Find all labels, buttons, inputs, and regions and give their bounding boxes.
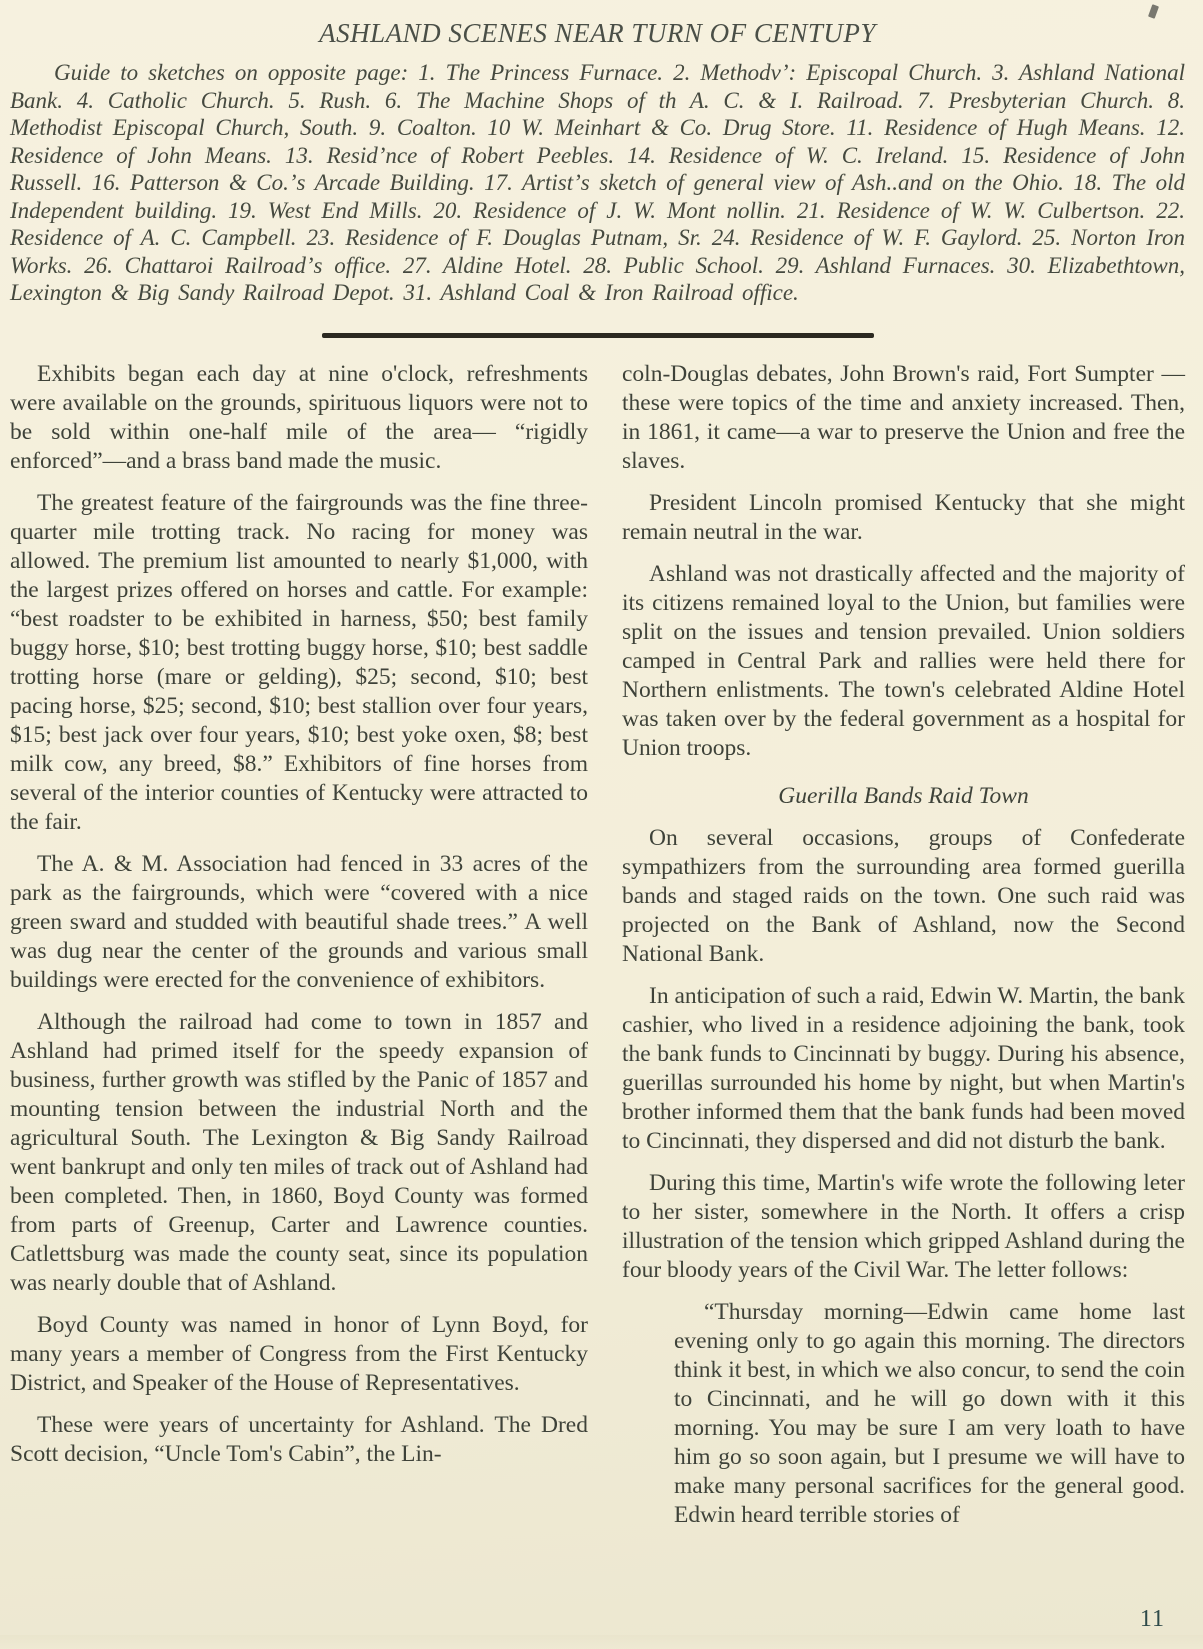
body-paragraph: coln-Douglas debates, John Brown's raid, Fort Sumpter —these were topics of the time and anxiety increased. Then, in 1861, it came—a war to preserve the Union and free the slaves. [622,360,1185,474]
body-paragraph: These were years of uncertainty for Ashland. The Dred Scott decision, “Uncle Tom's Cabin”, the Lin- [10,1411,588,1467]
guide-paragraph: Guide to sketches on opposite page: 1. The Princess Furnace. 2. Methodvʼ: Episcopal Church. 3. Ashland National Bank. 4. Catholic Church. 5. Rush. 6. The Machine Shops of th A. C. & I. Railroad. 7. Presbyterian Church. 8. Methodist Episcopal Church, South. 9. Coalton. 10 W. Meinhart & Co. Drug Store. 11. Residence of Hugh Means. 12. Residence of John Means. 13. Residʼnce of Robert Peebles. 14. Residence of W. C. Ireland. 15. Residence of John Russell. 16. Patterson & Co.ʼs Arcade Building. 17. Artistʼs sketch of general view of Ash..and on the Ohio. 18. The old Independent building. 19. West End Mills. 20. Residence of J. W. Mont nollin. 21. Residence of W. W. Culbertson. 22. Residence of A. C. Campbell. 23. Residence of F. Douglas Putnam, Sr. 24. Residence of W. F. Gaylord. 25. Norton Iron Works. 26. Chattaroi Railroadʼs office. 27. Aldine Hotel. 28. Public School. 29. Ashland Furnaces. 30. Elizabethtown, Lexington & Big Sandy Railroad Depot. 31. Ashland Coal & Iron Railroad office. [10,60,1185,305]
page-title: ASHLAND SCENES NEAR TURN OF CENTUPY [319,18,876,48]
body-paragraph: On several occasions, groups of Confederate sympathizers from the surrounding area formed guerilla bands and staged raids on the town. One such raid was projected on the Bank of Ashland, now the Second National Bank. [622,824,1185,967]
scan-artifact [1148,4,1159,19]
body-paragraph: Boyd County was named in honor of Lynn Boyd, for many years a member of Congress from the First Kentucky District, and Speaker of the House of Representatives. [10,1311,588,1396]
scan-edge-tint [0,1635,1203,1649]
body-paragraph: Although the railroad had come to town in 1857 and Ashland had primed itself for the speedy expansion of business, further growth was stifled by the Panic of 1857 and mounting tension between the industrial North and the agricultural South. The Lexington & Big Sandy Railroad went bankrupt and only ten miles of track out of Ashland had been completed. Then, in 1860, Boyd County was formed from parts of Greenup, Carter and Lawrence counties. Catlettsburg was made the county seat, since its population was nearly double that of Ashland. [10,1008,588,1296]
body-paragraph: Exhibits began each day at nine o'clock, refreshments were available on the grounds, spirituous liquors were not to be sold within one-half mile of the area— “rigidly enforced”—and a brass band made the music. [10,360,588,474]
section-divider [322,333,874,338]
article-body [10,360,1185,1543]
right-column [622,360,1185,1543]
page-number: 11 [1139,1606,1165,1632]
body-paragraph: The greatest feature of the fairgrounds was the fine three-quarter mile trotting track. No racing for money was allowed. The premium list amounted to nearly $1,000, with the largest prizes offered on horses and cattle. For example: “best roadster to be exhibited in harness, $50; best family buggy horse, $10; best trotting buggy horse, $10; best saddle trotting horse (mare or gelding), $25; second, $10; best pacing horse, $25; second, $10; best stallion over four years, $15; best jack over four years, $10; best yoke oxen, $8; best milk cow, any breed, $8.” Exhibitors of fine horses from several of the interior counties of Kentucky were attracted to the fair. [10,489,588,835]
section-subheading: Guerilla Bands Raid Town [778,782,1029,809]
page-header [10,18,1185,307]
body-paragraph: The A. & M. Association had fenced in 33 acres of the park as the fairgrounds, which were “covered with a nice green sward and studded with beautiful shade trees.” A well was dug near the center of the grounds and various small buildings were erected for the convenience of exhibitors. [10,850,588,993]
body-paragraph: Ashland was not drastically affected and the majority of its citizens remained loyal to the Union, but families were split on the issues and tension prevailed. Union soldiers camped in Central Park and rallies were held there for Northern enlistments. The town's celebrated Aldine Hotel was taken over by the federal government as a hospital for Union troops. [622,560,1185,761]
body-paragraph: During this time, Martin's wife wrote the following leter to her sister, somewhere in the North. It offers a crisp illustration of the tension which gripped Ashland during the four bloody years of the Civil War. The letter follows: [622,1169,1185,1283]
left-column [10,360,588,1543]
letter-excerpt: “Thursday morning—Edwin came home last evening only to go again this morning. The directors think it best, in which we also concur, to send the coin to Cincinnati, and he will go down with it this morning. You may be sure I am very loath to have him go so soon again, but I presume we will have to make many personal sacrifices for the general good. Edwin heard terrible stories of [674,1298,1185,1528]
body-paragraph: President Lincoln promised Kentucky that she might remain neutral in the war. [622,489,1185,545]
body-paragraph: In anticipation of such a raid, Edwin W. Martin, the bank cashier, who lived in a residence adjoining the bank, took the bank funds to Cincinnati by buggy. During his absence, guerillas surrounded his home by night, but when Martin's brother informed them that the bank funds had been moved to Cincinnati, they dispersed and did not disturb the bank. [622,982,1185,1154]
